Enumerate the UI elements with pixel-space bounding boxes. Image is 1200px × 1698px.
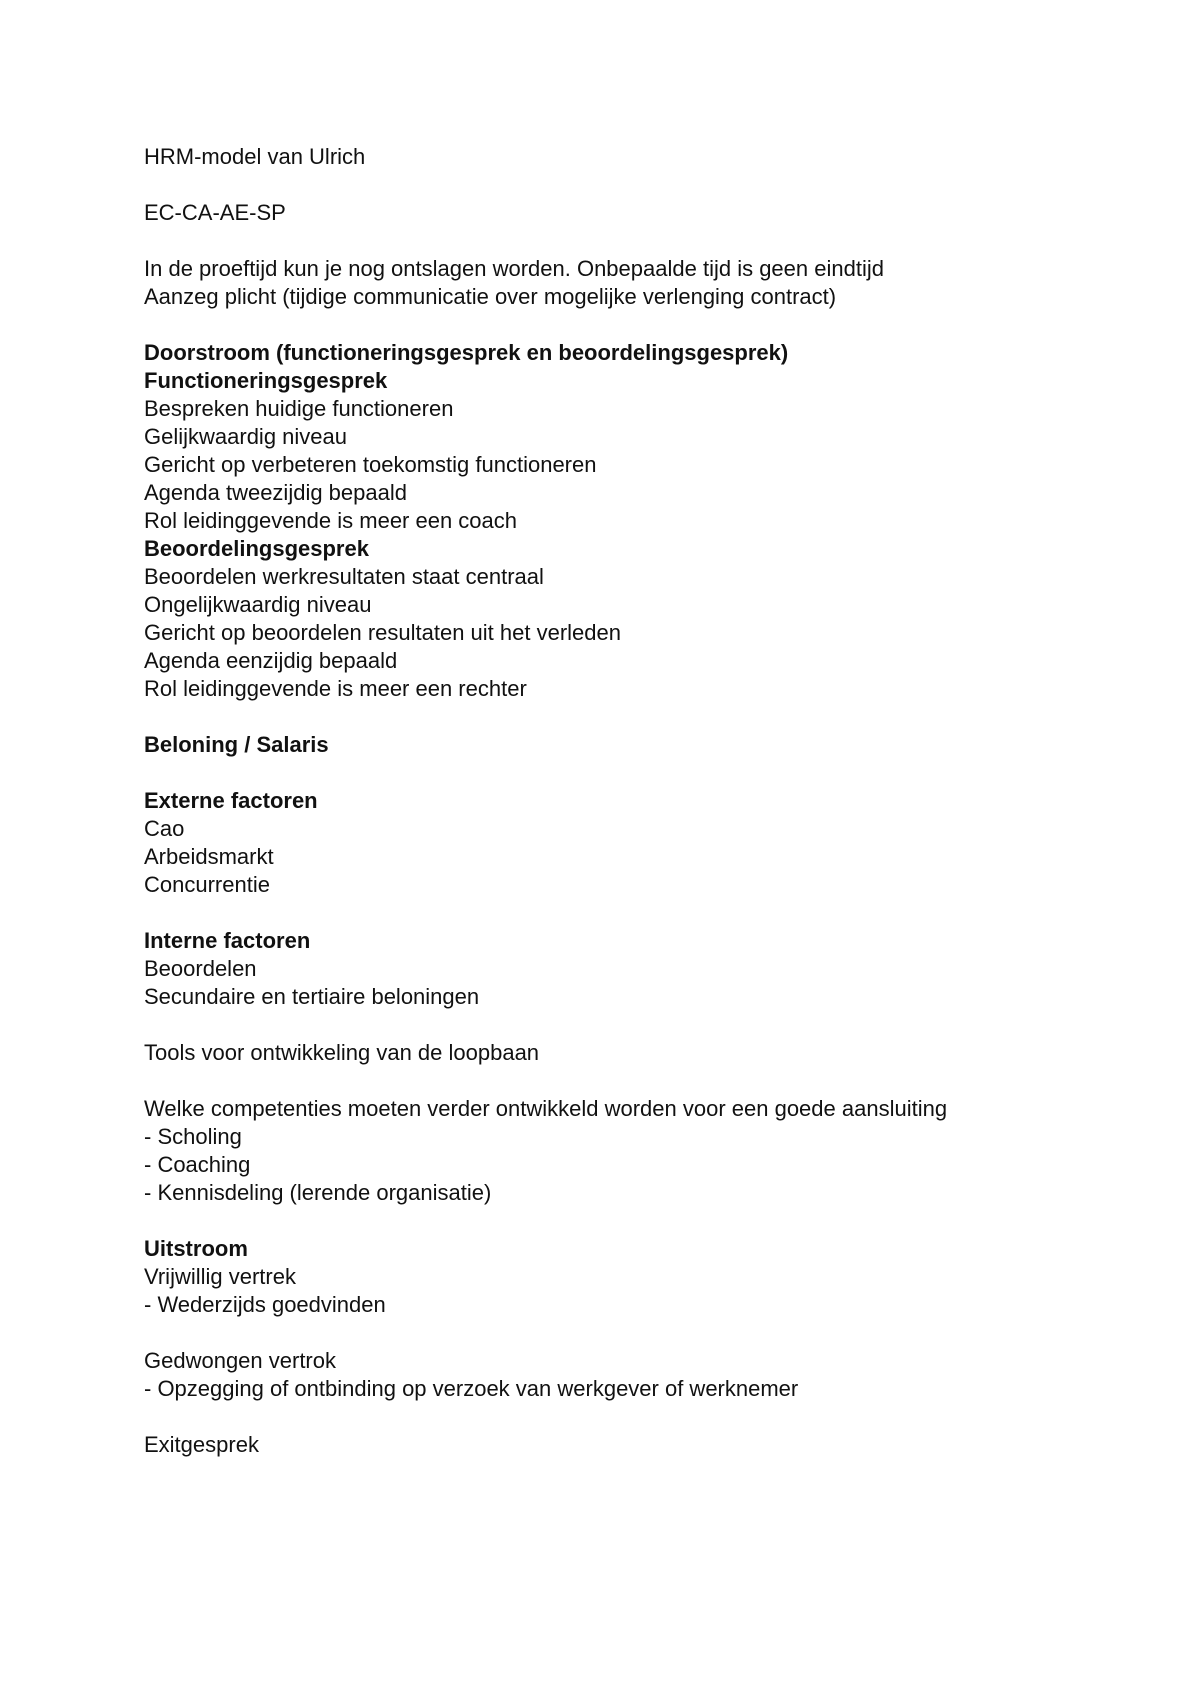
list-item: Arbeidsmarkt (144, 844, 274, 869)
vrijwillig-vertrek: Vrijwillig vertrek (144, 1264, 296, 1289)
list-item: - Kennisdeling (lerende organisatie) (144, 1180, 492, 1205)
subheading-functioneringsgesprek: Functioneringsgesprek (144, 368, 388, 393)
spacer (144, 899, 1104, 927)
spacer (144, 1319, 1104, 1347)
section-heading-externe-factoren: Externe factoren (144, 788, 318, 813)
list-item: Agenda eenzijdig bepaald (144, 648, 398, 673)
spacer (144, 227, 1104, 255)
section-heading-doorstroom: Doorstroom (functioneringsgesprek en beoordelingsgesprek) (144, 340, 789, 365)
list-item: Agenda tweezijdig bepaald (144, 480, 407, 505)
acronym-line: EC-CA-AE-SP (144, 200, 286, 225)
list-item: - Opzegging of ontbinding op verzoek van werkgever of werknemer (144, 1376, 799, 1401)
exitgesprek-line: Exitgesprek (144, 1432, 259, 1457)
list-item: - Wederzijds goedvinden (144, 1292, 386, 1317)
document-page (144, 143, 1104, 1459)
spacer (144, 1207, 1104, 1235)
list-item: Beoordelen werkresultaten staat centraal (144, 564, 544, 589)
list-item: Gericht op verbeteren toekomstig functioneren (144, 452, 597, 477)
subheading-beoordelingsgesprek: Beoordelingsgesprek (144, 536, 369, 561)
section-heading-uitstroom: Uitstroom (144, 1236, 248, 1261)
spacer (144, 1403, 1104, 1431)
tools-line: Tools voor ontwikkeling van de loopbaan (144, 1040, 540, 1065)
list-item: Gelijkwaardig niveau (144, 424, 347, 449)
spacer (144, 311, 1104, 339)
list-item: Bespreken huidige functioneren (144, 396, 454, 421)
section-heading-beloning: Beloning / Salaris (144, 732, 329, 757)
list-item: Cao (144, 816, 185, 841)
spacer (144, 759, 1104, 787)
list-item: Concurrentie (144, 872, 270, 897)
document-title: HRM-model van Ulrich (144, 144, 366, 169)
list-item: Rol leidinggevende is meer een coach (144, 508, 518, 533)
section-heading-interne-factoren: Interne factoren (144, 928, 311, 953)
list-item: Rol leidinggevende is meer een rechter (144, 676, 527, 701)
intro-line: In de proeftijd kun je nog ontslagen worden. Onbepaalde tijd is geen eindtijd (144, 256, 884, 281)
list-item: Ongelijkwaardig niveau (144, 592, 372, 617)
list-item: - Scholing (144, 1124, 242, 1149)
list-item: - Coaching (144, 1152, 251, 1177)
spacer (144, 1067, 1104, 1095)
spacer (144, 703, 1104, 731)
list-item: Secundaire en tertiaire beloningen (144, 984, 480, 1009)
spacer (144, 171, 1104, 199)
gedwongen-vertrek: Gedwongen vertrok (144, 1348, 336, 1373)
competenties-question: Welke competenties moeten verder ontwikkeld worden voor een goede aansluiting (144, 1096, 948, 1121)
list-item: Gericht op beoordelen resultaten uit het verleden (144, 620, 621, 645)
spacer (144, 1011, 1104, 1039)
intro-line: Aanzeg plicht (tijdige communicatie over mogelijke verlenging contract) (144, 284, 837, 309)
list-item: Beoordelen (144, 956, 257, 981)
